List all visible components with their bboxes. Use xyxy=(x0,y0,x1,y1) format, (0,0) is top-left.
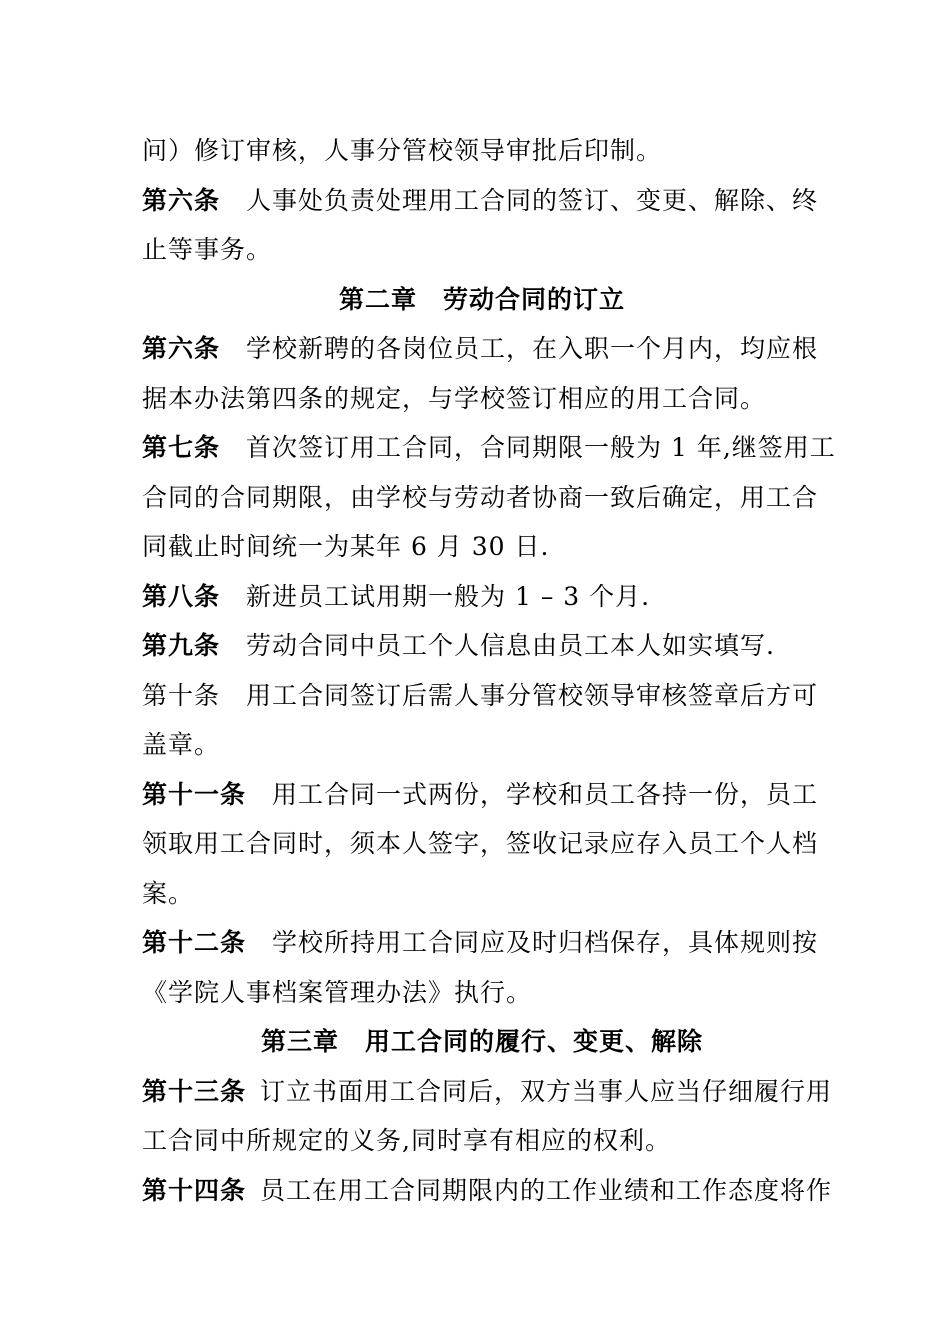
article-14 xyxy=(142,1166,833,1216)
article-9 xyxy=(142,621,822,671)
article-label: 第八条 xyxy=(142,581,221,611)
article-6b xyxy=(142,324,822,374)
line-text: 《学院人事档案管理办法》执行。 xyxy=(142,977,533,1007)
article-10 xyxy=(142,671,822,721)
text-line xyxy=(142,225,822,275)
article-label: 第十三条 xyxy=(142,1076,247,1106)
text-line xyxy=(142,522,822,572)
text-line xyxy=(142,720,822,770)
document-page xyxy=(142,126,836,1215)
line-text: 止等事务。 xyxy=(142,235,273,264)
line-text: 同截止时间统一为某年 6 月 30 日. xyxy=(142,532,550,561)
text-line xyxy=(142,374,822,424)
article-label: 第九条 xyxy=(142,631,221,660)
article-label: 第十四条 xyxy=(142,1175,247,1205)
text-line xyxy=(142,869,822,919)
article-text: 订立书面用工合同后，双方当事人应当仔细履行用 xyxy=(260,1076,833,1106)
article-text: 新进员工试用期一般为 1 – 3 个月. xyxy=(246,581,651,611)
article-text: 用工合同签订后需人事分管校领导审核签章后方可 xyxy=(246,680,819,710)
line-text: 案。 xyxy=(142,878,195,908)
article-8 xyxy=(142,572,822,622)
line-text: 工合同中所规定的义务,同时享有相应的权利。 xyxy=(142,1126,671,1155)
article-label: 第十二条 xyxy=(142,928,247,957)
line-text: 据本办法第四条的规定，与学校签订相应的用工合同。 xyxy=(142,383,767,413)
article-6a xyxy=(142,176,822,226)
article-label: 第七条 xyxy=(142,433,221,462)
article-11 xyxy=(142,770,822,820)
article-label: 第十一条 xyxy=(142,779,247,809)
article-label: 第六条 xyxy=(142,185,221,215)
article-text: 用工合同一式两份，学校和员工各持一份，员工 xyxy=(272,779,819,809)
line-text: 盖章。 xyxy=(142,730,221,759)
text-line xyxy=(142,1116,822,1166)
article-text: 劳动合同中员工个人信息由员工本人如实填写. xyxy=(246,631,775,660)
article-label: 第十条 xyxy=(142,680,221,710)
article-12 xyxy=(142,918,822,968)
article-text: 员工在用工合同期限内的工作业绩和工作态度将作 xyxy=(260,1175,833,1205)
chapter-heading-3: 第三章 用工合同的履行、变更、解除 xyxy=(260,1027,703,1056)
article-text: 首次签订用工合同，合同期限一般为 1 年,继签用工 xyxy=(246,433,836,462)
line-text: 问）修订审核，人事分管校领导审批后印制。 xyxy=(142,136,663,165)
article-13 xyxy=(142,1067,833,1117)
article-text: 学校所持用工合同应及时归档保存，具体规则按 xyxy=(272,928,819,957)
article-text: 人事处负责处理用工合同的签订、变更、解除、终 xyxy=(246,185,819,215)
article-7 xyxy=(142,423,836,473)
article-text: 学校新聘的各岗位员工，在入职一个月内，均应根 xyxy=(246,334,819,363)
text-line xyxy=(142,968,822,1018)
line-text: 合同的合同期限，由学校与劳动者协商一致后确定，用工合 xyxy=(142,482,819,512)
text-line xyxy=(142,473,822,523)
article-label: 第六条 xyxy=(142,334,221,363)
chapter-heading-2: 第二章 劳动合同的订立 xyxy=(338,284,625,314)
text-line xyxy=(142,126,822,176)
line-text: 领取用工合同时，须本人签字，签收记录应存入员工个人档 xyxy=(142,829,819,858)
text-line xyxy=(142,819,822,869)
